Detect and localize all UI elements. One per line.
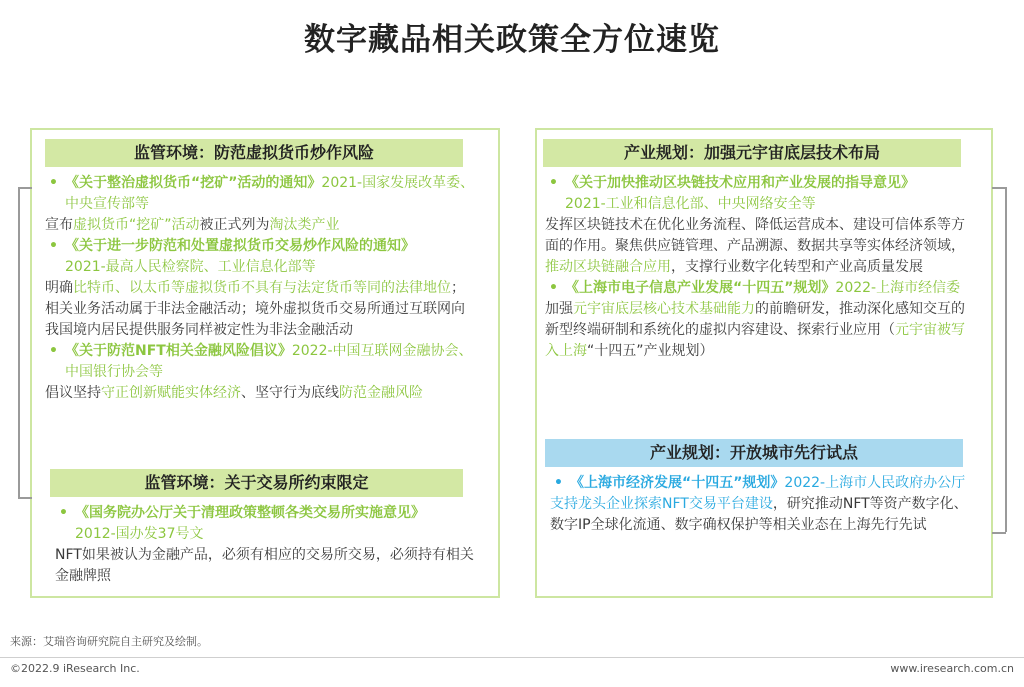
desc-highlight: 比特币、以太币等虚拟货币不具有与法定货币等同的法律地位	[73, 280, 451, 296]
desc-text: “十四五”产业规划）	[587, 343, 714, 359]
page-title: 数字藏品相关政策全方位速览	[304, 22, 720, 58]
desc-text: 的前瞻研发，推动深化感知交互的新型终端研制和系统化的虚拟内容建设、探索行业应用（	[545, 301, 965, 338]
doc-item	[45, 236, 475, 278]
bullet-icon: •	[549, 175, 558, 191]
left-section1-body	[45, 173, 475, 404]
doc-item	[45, 173, 475, 215]
doc-description	[45, 215, 475, 236]
doc-meta: 2022-上海市经信委	[835, 280, 961, 296]
doc-meta: 2022-上海市人民政府办公厅	[784, 475, 966, 491]
doc-description	[45, 383, 475, 404]
doc-title: 《关于防范NFT相关金融风险倡议》	[65, 343, 292, 359]
doc-title: 《国务院办公厅关于清理政策整顿各类交易所实施意见》	[75, 505, 425, 521]
bullet-icon: •	[549, 280, 558, 296]
bullet-icon: •	[59, 505, 68, 521]
doc-description	[545, 215, 970, 278]
desc-highlight: 淘汰类产业	[269, 217, 340, 233]
doc-meta: 2012-国办发37号文	[75, 526, 204, 542]
bullet-icon: •	[49, 343, 58, 359]
left-section2-body	[55, 503, 475, 587]
desc-highlight: 元宇宙底层核心技术基础能力	[573, 301, 755, 317]
doc-item	[45, 341, 475, 383]
desc-text: ，研究推动NFT等资产数字化、数字IP全球化流通、数字确权保护等相关业态在上海先行先试	[550, 496, 968, 533]
desc-highlight: 防范金融风险	[339, 385, 423, 401]
source-note: 来源：艾瑞咨询研究院自主研究及绘制。	[10, 635, 208, 648]
footer-copyright: ©2022.9 iResearch Inc.	[10, 662, 140, 675]
doc-title: 《上海市电子信息产业发展“十四五”规划》	[565, 280, 836, 296]
doc-meta: 2021-工业和信息化部、中央网络安全等	[565, 196, 816, 212]
doc-title: 《关于整治虚拟货币“挖矿”活动的通知》	[65, 175, 322, 191]
doc-description	[545, 299, 970, 362]
right-section2-heading: 产业规划：开放城市先行试点	[545, 439, 963, 467]
desc-highlight: 支持龙头企业探索NFT交易平台建设	[550, 496, 773, 512]
doc-meta: 2021-最高人民检察院、工业信息化部等	[65, 259, 316, 275]
doc-description: NFT如果被认为金融产品，必须有相应的交易所交易，必须持有相关金融牌照	[55, 547, 474, 584]
left-section1-heading: 监管环境：防范虚拟货币炒作风险	[45, 139, 463, 167]
left-connector-top	[18, 187, 32, 189]
right-section2-body	[550, 473, 970, 536]
doc-item	[545, 173, 970, 215]
bullet-icon: •	[49, 238, 58, 254]
right-section1-body	[545, 173, 970, 362]
desc-text: ，支撑行业数字化转型和产业高质量发展	[671, 259, 923, 275]
footer-website: www.iresearch.com.cn	[890, 662, 1014, 675]
right-connector-bottom	[992, 532, 1006, 534]
left-section2-heading: 监管环境：关于交易所约束限定	[50, 469, 463, 497]
doc-title: 《关于加快推动区块链技术应用和产业发展的指导意见》	[565, 175, 915, 191]
doc-meta: 2021-国家发展改革委、中央宣传部等	[65, 175, 475, 212]
doc-meta: 2022-中国互联网金融协会、中国银行协会等	[65, 343, 473, 380]
doc-title: 《上海市经济发展“十四五”规划》	[570, 475, 785, 491]
right-section1-heading: 产业规划：加强元宇宙底层技术布局	[543, 139, 961, 167]
bullet-icon: •	[49, 175, 58, 191]
desc-text: 倡议坚持	[45, 385, 101, 401]
desc-text: 宣布	[45, 217, 73, 233]
desc-text: 加强	[545, 301, 573, 317]
doc-description	[45, 278, 475, 341]
right-connector-top	[992, 187, 1006, 189]
doc-description	[550, 494, 970, 536]
left-connector-bottom	[18, 497, 32, 499]
desc-highlight: 元宇宙被写入上海	[545, 322, 965, 359]
desc-text: ；相关业务活动属于非法金融活动；境外虚拟货币交易所通过互联网向我国境内居民提供服务同样被定性为非法金融活动	[45, 280, 465, 338]
doc-title: 《关于进一步防范和处置虚拟货币交易炒作风险的通知》	[65, 238, 415, 254]
left-connector-line	[18, 187, 20, 497]
doc-item	[55, 503, 475, 545]
desc-highlight: 推动区块链融合应用	[545, 259, 671, 275]
doc-item	[550, 473, 970, 494]
desc-highlight: 虚拟货币“挖矿”活动	[73, 217, 200, 233]
desc-text: 被正式列为	[199, 217, 270, 233]
desc-text: 、坚守行为底线	[241, 385, 339, 401]
bullet-icon: •	[554, 475, 563, 491]
doc-item	[545, 278, 970, 299]
desc-highlight: 守正创新赋能实体经济	[101, 385, 241, 401]
desc-text: 发挥区块链技术在优化业务流程、降低运营成本、建设可信体系等方面的作用。聚焦供应链管理、产品溯源、数据共享等实体经济领域，	[545, 217, 965, 254]
desc-text: 明确	[45, 280, 73, 296]
footer-divider	[0, 657, 1024, 658]
right-connector-line	[1005, 187, 1007, 532]
